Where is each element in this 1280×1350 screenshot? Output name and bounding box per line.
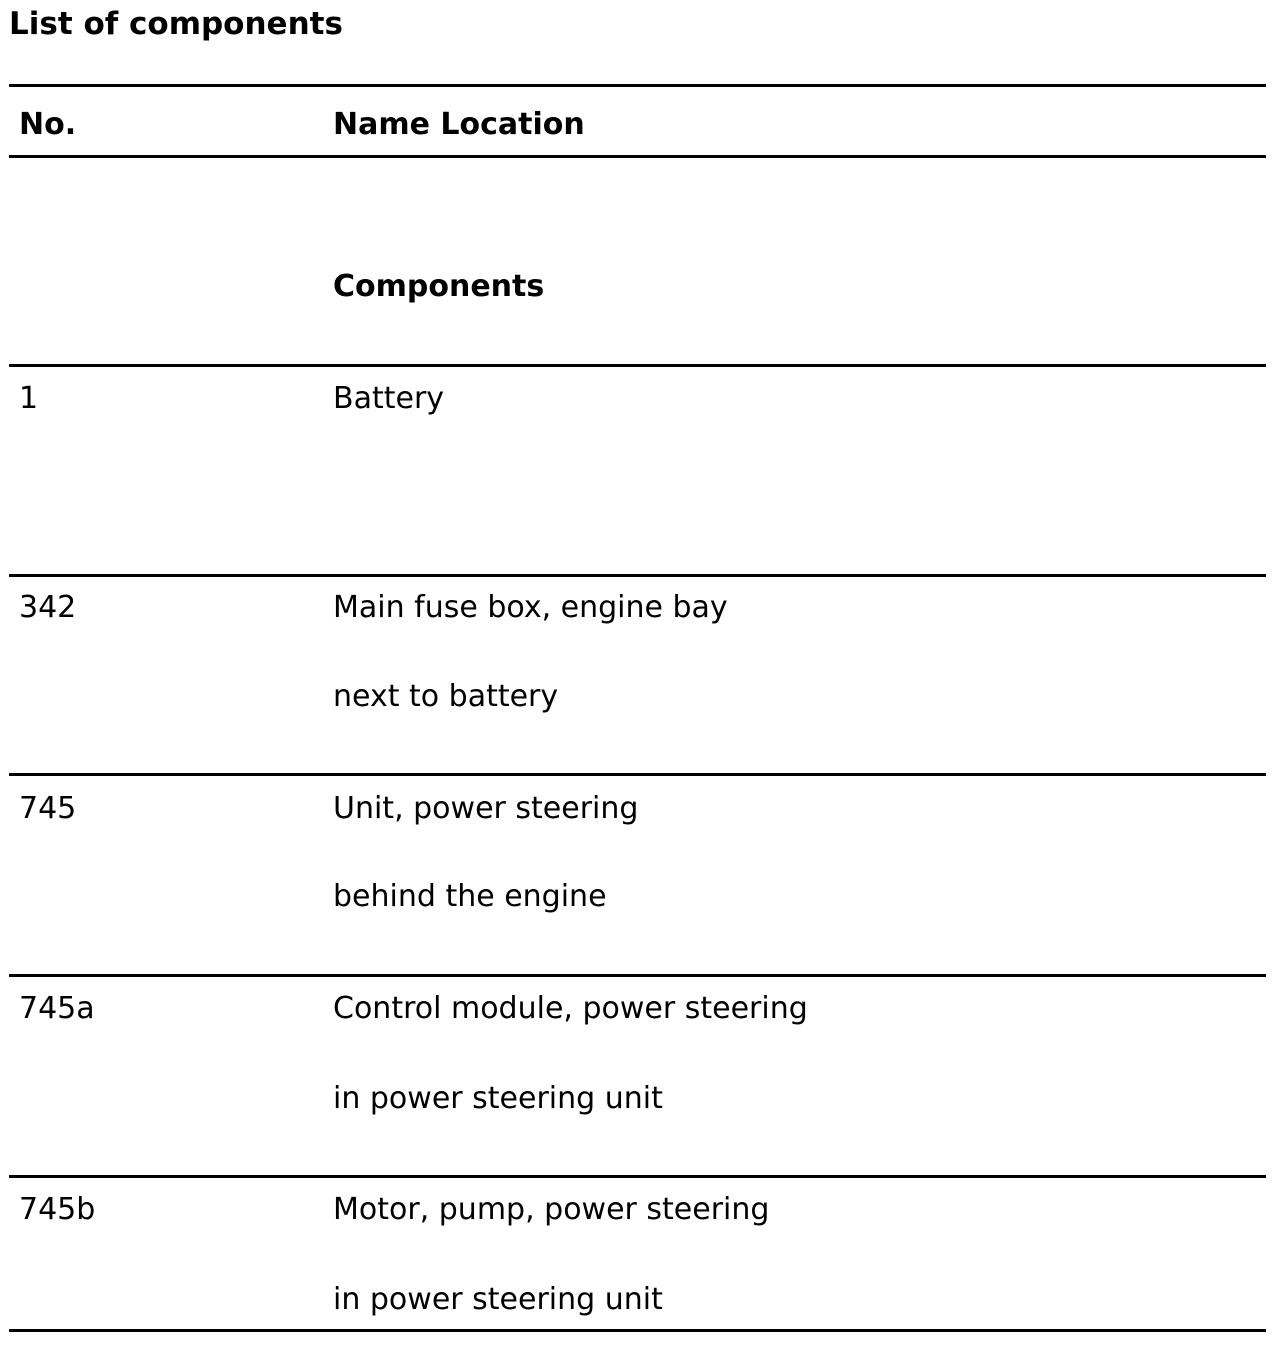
header-number: No. [19,107,77,142]
section-label: Components [333,269,545,304]
row-name: Control module, power steering [333,991,808,1026]
row-name: Motor, pump, power steering [333,1192,770,1227]
row-location: in power steering unit [333,1081,663,1116]
row-number: 745a [19,991,95,1026]
row-rule [9,1175,1266,1178]
row-number: 1 [19,381,39,416]
row-rule [9,974,1266,977]
row-number: 745 [19,791,77,826]
page-title: List of components [9,6,343,42]
row-name: Unit, power steering [333,791,639,826]
table-top-rule [9,84,1266,87]
section-rule [9,364,1266,367]
table-bottom-rule [9,1329,1266,1332]
row-location: in power steering unit [333,1282,663,1317]
row-name: Main fuse box, engine bay [333,590,728,625]
row-location: behind the engine [333,879,607,914]
row-location: next to battery [333,679,559,714]
header-bottom-rule [9,155,1266,158]
header-name-location: Name Location [333,107,585,142]
row-number: 745b [19,1192,96,1227]
row-name: Battery [333,381,445,416]
row-rule [9,773,1266,776]
row-rule [9,574,1266,577]
row-number: 342 [19,590,77,625]
